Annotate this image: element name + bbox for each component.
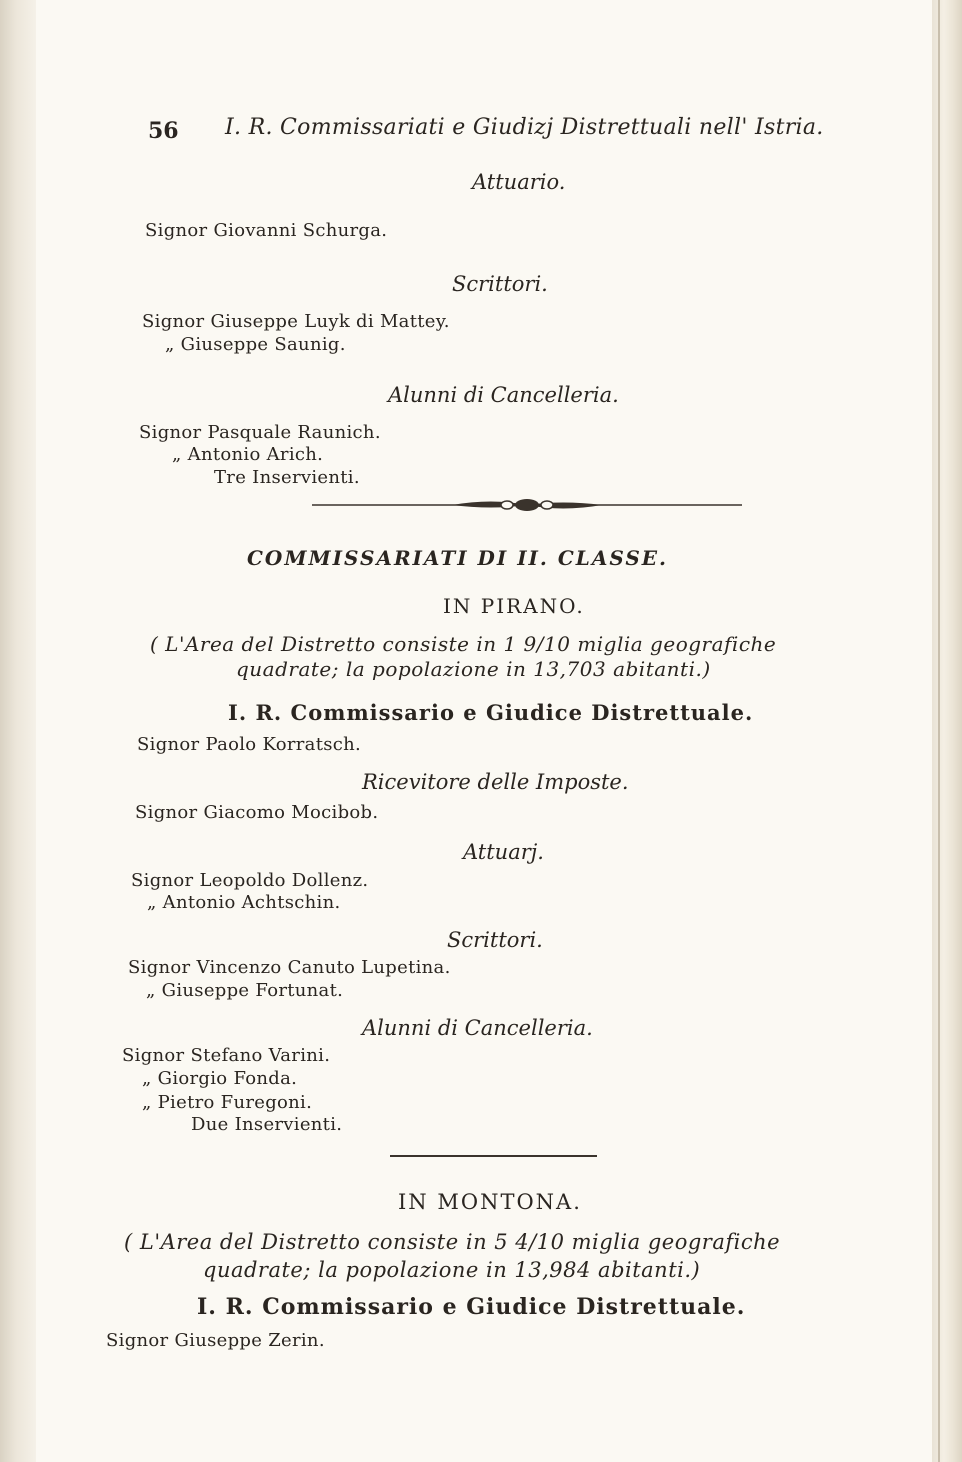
section-divider [390,1155,597,1157]
page-gutter [0,0,36,1462]
pirano-title: IN PIRANO. [443,594,585,618]
pirano-commissario-heading: I. R. Commissario e Giudice Distrettuale. [228,700,754,725]
scrittori-heading-2: Scrittori. [447,928,543,952]
list-item: „ Pietro Furegoni. [142,1092,313,1113]
list-item: Signor Vincenzo Canuto Lupetina. [128,957,451,978]
list-item: Signor Stefano Varini. [122,1045,331,1066]
page-title: I. R. Commissariati e Giudizj Distrettuali nell' Istria. [225,115,824,140]
list-item: „ Antonio Arich. [172,444,324,465]
pirano-note-1: ( L'Area del Distretto consiste in 1 9/10 miglia geografiche [150,632,777,656]
montona-note-1: ( L'Area del Distretto consiste in 5 4/10 miglia geografiche [124,1230,781,1254]
montona-commissario-heading: I. R. Commissario e Giudice Distrettuale. [197,1294,746,1320]
list-item: Signor Giuseppe Luyk di Mattey. [142,311,450,332]
montona-commissario-entry: Signor Giuseppe Zerin. [106,1330,325,1351]
alunni-heading: Alunni di Cancelleria. [388,383,619,407]
montona-note-2: quadrate; la popolazione in 13,984 abitanti.) [203,1258,701,1282]
ricevitore-entry: Signor Giacomo Mocibob. [135,802,379,823]
attuario-entry: Signor Giovanni Schurga. [145,220,388,241]
list-item: „ Giuseppe Fortunat. [146,980,344,1001]
attuarj-heading: Attuarj. [463,840,544,864]
page-edge [932,0,962,1462]
ornament-divider [312,494,742,516]
pirano-commissario-entry: Signor Paolo Korratsch. [137,734,362,755]
list-item: „ Antonio Achtschin. [147,892,341,913]
list-item: „ Giuseppe Saunig. [165,334,346,355]
scrittori-heading: Scrittori. [452,272,548,296]
list-item: „ Giorgio Fonda. [142,1068,298,1089]
classe-heading: COMMISSARIATI DI II. CLASSE. [247,546,668,570]
attuario-heading: Attuario. [472,170,566,194]
alunni-heading-2: Alunni di Cancelleria. [362,1016,593,1040]
list-item: Due Inservienti. [191,1114,343,1135]
list-item: Signor Leopoldo Dollenz. [131,870,369,891]
pirano-note-2: quadrate; la popolazione in 13,703 abitanti.) [236,657,711,681]
page-number: 56 [148,118,179,144]
list-item: Signor Pasquale Raunich. [139,422,381,443]
list-item: Tre Inservienti. [214,467,360,488]
montona-title: IN MONTONA. [398,1190,582,1214]
ricevitore-heading: Ricevitore delle Imposte. [362,770,629,794]
